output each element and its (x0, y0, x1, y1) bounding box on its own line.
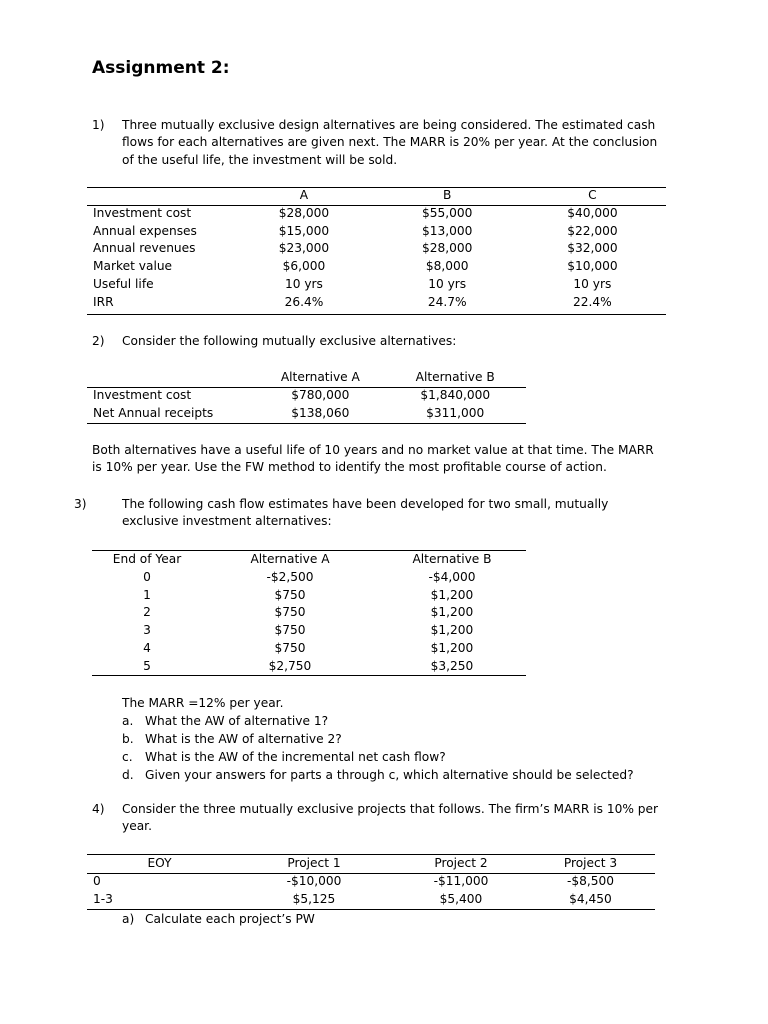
table-cell: -$11,000 (433, 873, 489, 888)
table-row (87, 205, 666, 223)
table-cell: $5,400 (439, 891, 483, 906)
table-cell: Net Annual receipts (93, 405, 214, 420)
table-cell: $55,000 (421, 205, 473, 220)
table-cell: $138,060 (291, 405, 350, 420)
list-marker: a. (122, 714, 134, 728)
table-row (92, 658, 526, 676)
q2-table (87, 369, 526, 422)
table-cell: 1-3 (93, 891, 113, 906)
table-header-cell: Project 1 (287, 856, 341, 870)
table-row (87, 240, 666, 258)
list-marker: a) (122, 912, 135, 926)
table-header-row (87, 369, 526, 387)
table-cell: $32,000 (567, 241, 618, 256)
q1-text (122, 117, 702, 169)
page-title: Assignment 2: (92, 58, 230, 78)
q4-table-bottom-rule (87, 909, 655, 910)
table-header-cell: A (299, 188, 309, 202)
list-item-text: Calculate each project’s PW (145, 912, 315, 926)
table-cell: $1,200 (430, 640, 474, 655)
q1-table-bottom-rule (87, 314, 666, 315)
table-cell: $6,000 (282, 259, 326, 274)
list-item-text: Given your answers for parts a through c, which alternative should be selected? (145, 768, 634, 782)
table-cell: Investment cost (93, 205, 192, 220)
table-row (87, 891, 655, 909)
table-header-cell: End of Year (112, 552, 182, 566)
table-row (87, 276, 666, 294)
list-marker: b. (122, 732, 134, 746)
q2-text: Consider the following mutually exclusive alternatives: (122, 334, 457, 348)
table-cell: $3,250 (430, 658, 474, 673)
q4-text-line: Consider the three mutually exclusive projects that follows. The firm’s MARR is 10% per (122, 802, 659, 816)
table-header-cell: Project 2 (434, 856, 488, 870)
q4-part-a (122, 912, 315, 926)
q2-after-line: Both alternatives have a useful life of 10 years and no market value at that time. The MARR (92, 443, 654, 457)
table-row (87, 387, 526, 405)
table-cell: 0 (143, 569, 151, 584)
table-row (87, 223, 666, 241)
table-cell: -$2,500 (266, 569, 314, 584)
table-cell: $4,450 (569, 891, 612, 906)
table-cell: Annual revenues (93, 241, 196, 256)
q4-table (87, 855, 655, 908)
table-row (87, 405, 526, 423)
table-cell: Market value (93, 259, 173, 274)
list-item (122, 766, 682, 784)
q1-text-line: of the useful life, the investment will be sold. (122, 152, 398, 167)
table-cell: $311,000 (426, 405, 485, 420)
table-cell: Investment cost (93, 387, 192, 402)
table-row (92, 587, 526, 605)
table-cell: 10 yrs (284, 276, 323, 291)
q4-text (122, 801, 682, 836)
table-cell: 10 yrs (573, 276, 612, 291)
q1-number: 1) (92, 118, 105, 132)
table-cell: 26.4% (284, 294, 324, 309)
q2-after-text (92, 442, 692, 477)
table-cell: $5,125 (292, 891, 336, 906)
table-row (87, 294, 666, 312)
table-cell: 10 yrs (428, 276, 467, 291)
list-item-text: What is the AW of alternative 2? (145, 732, 342, 746)
list-marker: d. (122, 768, 134, 782)
table-row (87, 873, 655, 891)
table-cell: $750 (274, 640, 306, 655)
list-marker: c. (122, 750, 133, 764)
q4-text-line: year. (122, 819, 152, 834)
table-header-row (87, 187, 666, 205)
q1-table (87, 187, 666, 312)
table-header-cell: Alternative B (412, 552, 492, 566)
table-header-cell: EOY (147, 856, 172, 870)
table-cell: IRR (93, 294, 114, 309)
table-header-cell (87, 369, 256, 387)
q3-parts-list (122, 712, 682, 784)
table-header-cell: Alternative B (415, 370, 495, 384)
table-cell: $13,000 (421, 223, 473, 238)
table-cell: 24.7% (427, 294, 467, 309)
table-cell: 0 (93, 873, 101, 888)
table-cell: $40,000 (567, 205, 618, 220)
list-item (122, 748, 682, 766)
table-cell: $15,000 (278, 223, 330, 238)
table-row (92, 622, 526, 640)
list-item (122, 712, 682, 730)
list-item-text: What is the AW of the incremental net cash flow? (145, 750, 446, 764)
table-cell: 22.4% (573, 294, 612, 309)
table-cell: 2 (143, 605, 151, 620)
table-cell: 5 (143, 658, 151, 673)
table-cell: $23,000 (278, 241, 330, 256)
q3-number: 3) (74, 497, 87, 511)
q4-number: 4) (92, 802, 105, 816)
table-cell: $10,000 (567, 259, 618, 274)
q2-table-bottom-rule (87, 423, 526, 424)
table-cell: -$10,000 (286, 873, 342, 888)
table-cell: Useful life (93, 276, 154, 291)
table-cell: 3 (143, 623, 151, 638)
table-cell: $28,000 (278, 205, 330, 220)
table-header-cell: Project 3 (563, 856, 618, 870)
table-row (92, 640, 526, 658)
table-cell: $750 (274, 605, 306, 620)
table-cell: $22,000 (567, 223, 618, 238)
q3-text-line: exclusive investment alternatives: (122, 514, 332, 529)
table-cell: $1,200 (430, 587, 474, 602)
table-header-row (87, 855, 655, 873)
table-header-cell (87, 187, 232, 205)
table-cell: $750 (274, 623, 306, 638)
table-row (87, 258, 666, 276)
table-cell: Annual expenses (93, 223, 197, 238)
q3-table (92, 551, 526, 676)
table-row (92, 569, 526, 587)
list-item (122, 730, 682, 748)
list-item-text: What the AW of alternative 1? (145, 714, 329, 728)
q1-text-line: flows for each alternatives are given next. The MARR is 20% per year. At the conclusion (122, 135, 658, 150)
table-header-cell: Alternative A (280, 370, 360, 384)
table-cell: 1 (143, 587, 151, 602)
q2-number: 2) (92, 334, 105, 348)
table-header-cell: B (442, 188, 452, 202)
q2-after-line: is 10% per year. Use the FW method to identify the most profitable course of action. (92, 460, 607, 475)
q1-text-line: Three mutually exclusive design alternatives are being considered. The estimated cash (122, 118, 656, 132)
q3-text (122, 496, 682, 531)
table-cell: $28,000 (421, 241, 473, 256)
table-cell: -$4,000 (428, 569, 476, 584)
table-header-cell: C (588, 188, 597, 202)
q3-marr: The MARR =12% per year. (122, 696, 284, 710)
table-header-row (92, 551, 526, 569)
table-cell: $750 (274, 587, 306, 602)
table-cell: $2,750 (268, 658, 312, 673)
q3-text-line: The following cash flow estimates have been developed for two small, mutually (122, 497, 609, 511)
table-cell: 4 (143, 640, 151, 655)
table-cell: $1,200 (430, 605, 474, 620)
table-cell: -$8,500 (566, 873, 615, 888)
table-header-cell: Alternative A (250, 552, 330, 566)
table-cell: $1,200 (430, 623, 474, 638)
table-cell: $1,840,000 (420, 387, 491, 402)
table-cell: $8,000 (425, 259, 469, 274)
table-row (92, 604, 526, 622)
table-cell: $780,000 (291, 387, 350, 402)
